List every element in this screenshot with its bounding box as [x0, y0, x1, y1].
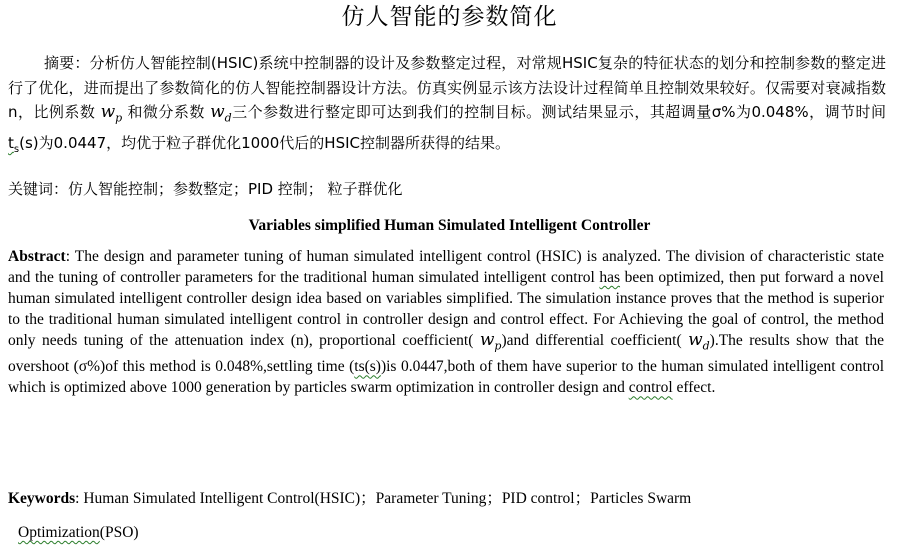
- chinese-abstract-text-3: 三个参数进行整定即可达到我们的控制目标。测试结果显示，其超调量: [231, 103, 712, 121]
- chinese-abstract: [8, 51, 886, 162]
- english-abstract-word-has: has: [599, 269, 621, 286]
- chinese-abstract-text-5: 为0.0447，均优于粒子群优化1000代后的HSIC控制器所获得的结果。: [38, 133, 511, 152]
- english-abstract-text-5: )is 0.0447,both of them have superior to the human simulated intelligent control which is optimized above 1000 generation by particles swarm optimization in controller design and: [8, 358, 884, 397]
- keywords-label: Keywords: [8, 490, 76, 507]
- english-abstract-text-6: effect.: [672, 379, 716, 397]
- symbol-wd: $w_d$: [210, 102, 232, 125]
- english-abstract-text-1: : The design and parameter tuning of human simulated intelligent control (HSIC) is analyzed. The division of characteristic state and the tuning of controller parameters for the traditional human simulated intelligent control: [8, 248, 884, 286]
- abstract-label: Abstract: [8, 248, 66, 265]
- symbol-overshoot: σ%: [711, 103, 736, 121]
- chinese-title: 仿人智能的参数简化: [341, 4, 558, 30]
- symbol-settling-time: $t_s(s)$: [8, 133, 39, 155]
- chinese-abstract-text-4: 为0.048%，调节时间: [735, 103, 886, 121]
- chinese-abstract-text-2: 和微分系数: [127, 103, 205, 121]
- english-title: Variables simplified Human Simulated Intelligent Controller: [248, 217, 651, 234]
- symbol-wp: $w_p$: [100, 102, 123, 125]
- chinese-abstract-text-1: 摘要：分析仿人智能控制(HSIC)系统中控制器的设计及参数整定过程，对常规HSIC复杂的特征状态的划分和控制参数的整定进行了优化，进而提出了参数简化的仿人智能控制器设计方法。仿真实例显示该方法设计过程简单且控制效果较好。仅需要对衰减指数n，比例系数: [8, 54, 886, 121]
- symbol-wd-en: $w_d$: [688, 330, 710, 353]
- english-keywords-text-1: : Human Simulated Intelligent Control(HSIC)；Parameter Tuning；PID control；Particles Swarm: [75, 490, 692, 507]
- english-abstract-text-2: been optimized, then put forward a novel human simulated intelligent controller design idea based on variables simplified. The simulation instance proves that the method is superior to the traditional human simulated intelligent control in controller design and control effect. For Achieving the goal of control, the method only needs tuning of the attenuation index (n), proportional coefficient(: [8, 269, 884, 349]
- symbol-wp-en: $w_p$: [479, 330, 502, 353]
- english-keywords-text-3: (PSO): [99, 524, 139, 541]
- english-abstract: [8, 246, 884, 398]
- english-abstract-text-4: ).The results show that the overshoot (σ%)of this method is 0.048%,settling time (: [8, 332, 884, 376]
- english-abstract-word-control: control: [628, 379, 673, 397]
- english-keywords: [8, 482, 884, 550]
- english-abstract-ts: ts(s): [354, 358, 381, 376]
- chinese-keywords: 关键词：仿人智能控制；参数整定；PID 控制； 粒子群优化: [8, 180, 403, 198]
- english-abstract-text-3: )and differential coefficient(: [501, 332, 682, 349]
- english-keywords-optimization: Optimization: [18, 524, 100, 541]
